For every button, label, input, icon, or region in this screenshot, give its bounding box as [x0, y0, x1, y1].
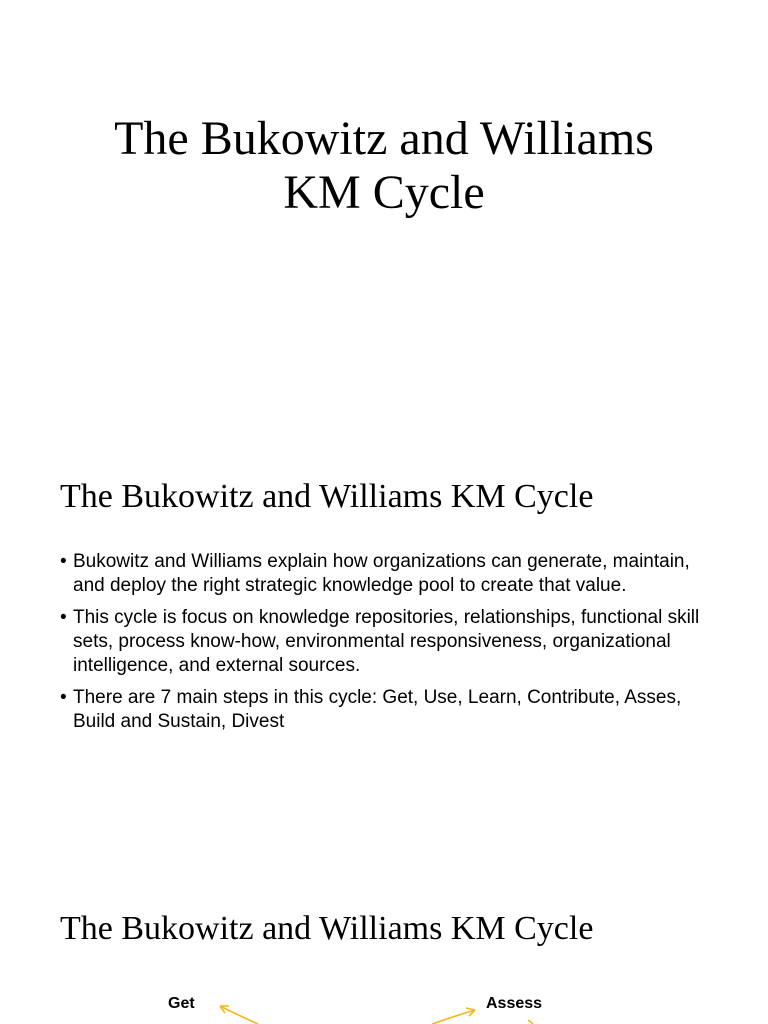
bullet-text: This cycle is focus on knowledge repositories, relationships, functional skill sets, process know-how, environmental responsiveness, organizational intelligence, and external sources. — [73, 607, 700, 676]
slide-heading: The Bukowitz and Williams KM Cycle — [60, 910, 594, 947]
bullet-item — [60, 686, 720, 734]
arrow-to-assess — [432, 1010, 475, 1024]
cycle-arrows — [0, 974, 768, 1024]
slide-title — [0, 0, 768, 432]
bullet-item — [60, 606, 720, 678]
node-get: Get — [168, 995, 195, 1012]
node-assess: Assess — [486, 995, 543, 1012]
slide-diagram — [0, 864, 768, 1024]
bullet-text: There are 7 main steps in this cycle: Get, Use, Learn, Contribute, Asses, Build and Sustain, Divest — [73, 687, 682, 732]
title-line-2: KM Cycle — [283, 166, 485, 219]
arrow-to-get — [220, 1006, 258, 1024]
arrow-from-assess — [528, 1020, 533, 1024]
bullet-text: Bukowitz and Williams explain how organizations can generate, maintain, and deploy the right strategic knowledge pool to create that value. — [73, 551, 690, 596]
slide-title-heading — [0, 112, 768, 220]
bullet-marker: • — [60, 607, 67, 628]
km-cycle-diagram — [0, 974, 768, 1024]
title-line-1: The Bukowitz and Williams — [114, 112, 654, 165]
bullet-marker: • — [60, 687, 67, 708]
bullet-item — [60, 550, 720, 598]
slide-overview — [0, 432, 768, 864]
bullet-marker: • — [60, 551, 67, 572]
bullet-list — [60, 550, 720, 742]
slide-heading: The Bukowitz and Williams KM Cycle — [60, 478, 594, 515]
